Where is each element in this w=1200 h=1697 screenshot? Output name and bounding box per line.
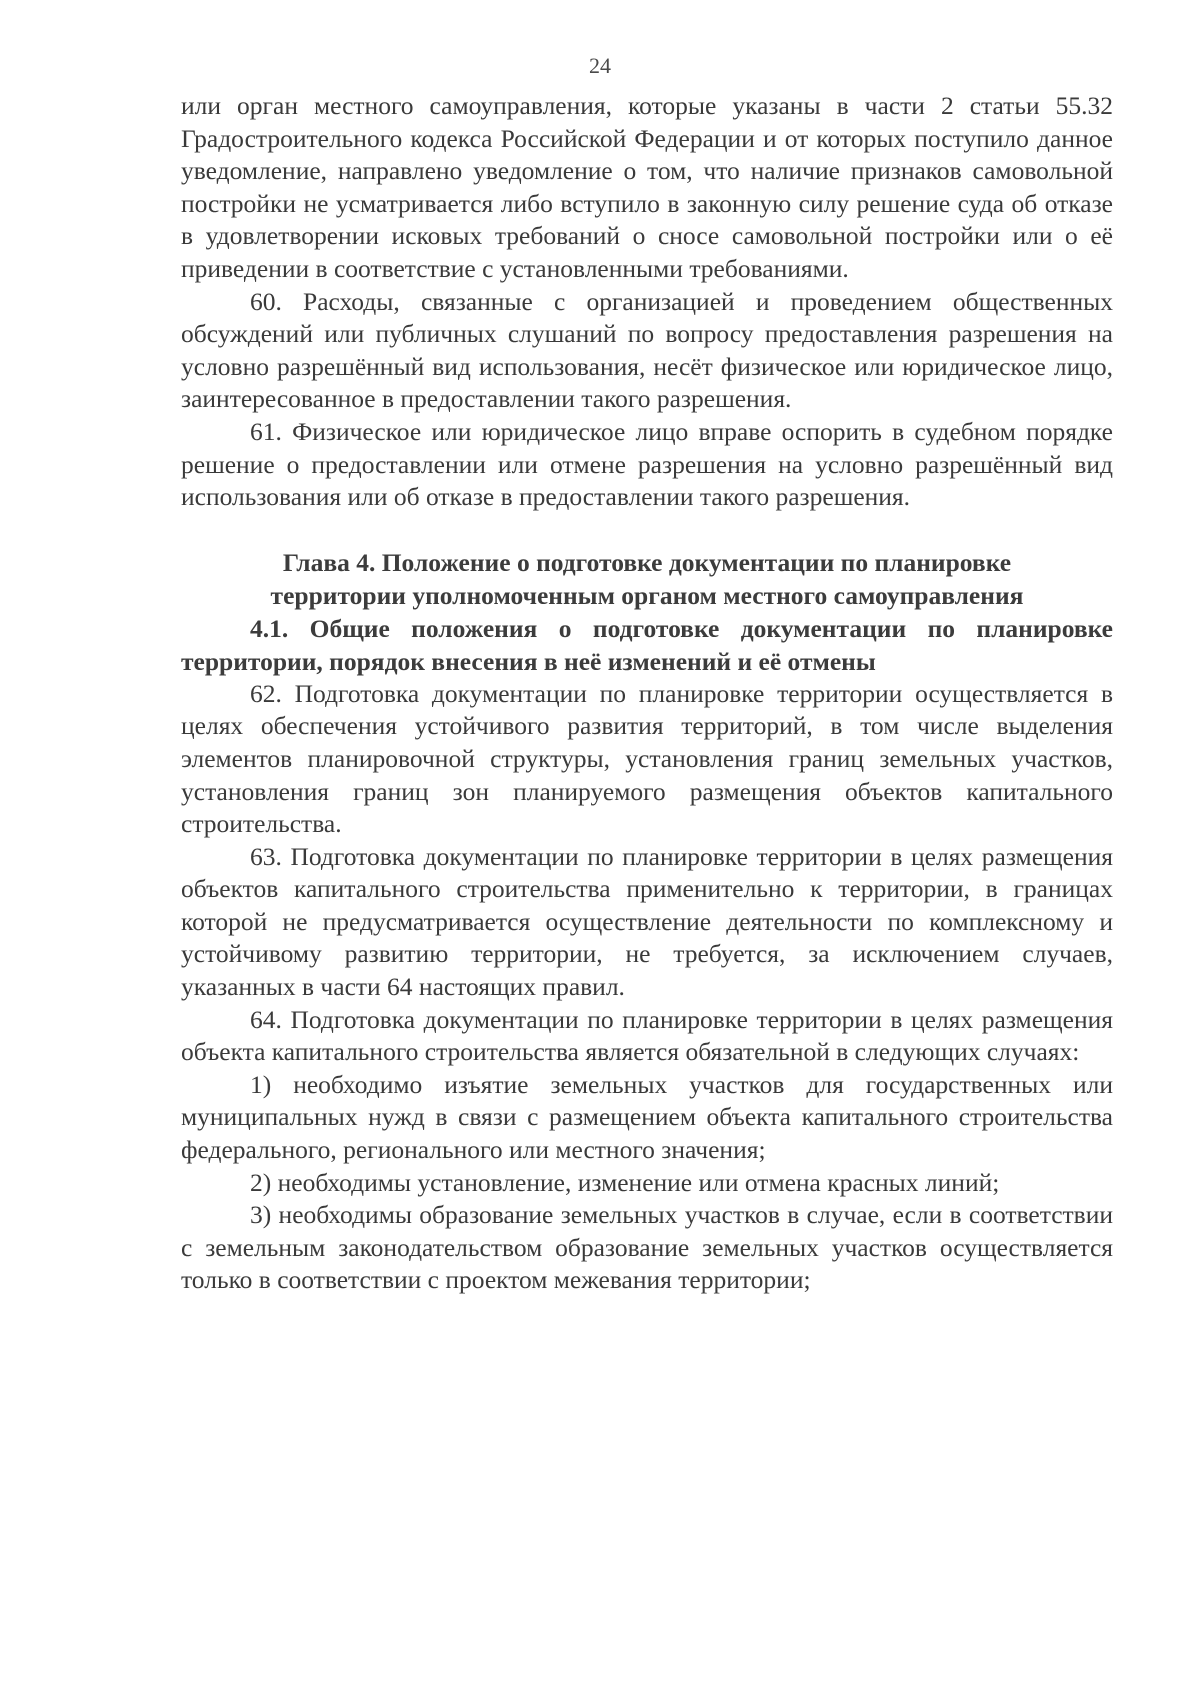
paragraph-63: 63. Подготовка документации по планировке территории в целях размещения объектов капитального строительства применительно к территории, в границах которой не предусматривается осуществление деятельности по комплексному и устойчивому развитию территории, не требуется, за исключением случаев, указанных в части 64 настоящих правил.	[181, 841, 1113, 1002]
chapter-title	[181, 546, 1113, 612]
list-item-3: 3) необходимы образование земельных участков в случае, если в соответствии с земельным законодательством образование земельных участков осуществляется только в соответствии с проектом межевания территории;	[181, 1200, 1113, 1295]
paragraph-64: 64. Подготовка документации по планировке территории в целях размещения объекта капитального строительства является обязательной в следующих случаях:	[181, 1004, 1113, 1067]
list-item-1: 1) необходимо изъятие земельных участков для государственных или муниципальных нужд в связи с размещением объекта капитального строительства федерального, регионального или местного значения;	[181, 1069, 1113, 1165]
chapter-title-line-2: территории уполномоченным органом местного самоуправления	[270, 580, 1024, 610]
paragraph-continuation: или орган местного самоуправления, которые указаны в части 2 статьи 55.32 Градостроительного кодекса Российской Федерации и от которых поступило данное уведомление, направлено уведомление о том, что наличие признаков самовольной постройки не усматривается либо вступило в законную силу решение суда об отказе в удовлетворении исковых требований о сносе самовольной постройки или о её приведении в соответствие с установленными требованиями.	[181, 91, 1113, 283]
paragraph-61: 61. Физическое или юридическое лицо вправе оспорить в судебном порядке решение о предоставлении или отмене разрешения на условно разрешённый вид использования или об отказе в предоставлении такого разрешения.	[181, 416, 1113, 512]
page-number: 24	[589, 53, 611, 78]
list-item-2: 2) необходимы установление, изменение или отмена красных линий;	[250, 1167, 1000, 1197]
paragraph-60: 60. Расходы, связанные с организацией и проведением общественных обсуждений или публичных слушаний по вопросу предоставления разрешения на условно разрешённый вид использования, несёт физическое или юридическое лицо, заинтересованное в предоставлении такого разрешения.	[181, 286, 1113, 414]
paragraph-62: 62. Подготовка документации по планировке территории осуществляется в целях обеспечения устойчивого развития территорий, в том числе выделения элементов планировочной структуры, установления границ земельных участков, установления границ зон планируемого размещения объектов капитального строительства.	[181, 678, 1113, 839]
section-title: 4.1. Общие положения о подготовке документации по планировке территории, порядок внесения в неё изменений и её отмены	[181, 613, 1113, 676]
document-body	[181, 90, 1113, 1297]
chapter-title-line-1: Глава 4. Положение о подготовке документации по планировке	[282, 547, 1012, 577]
